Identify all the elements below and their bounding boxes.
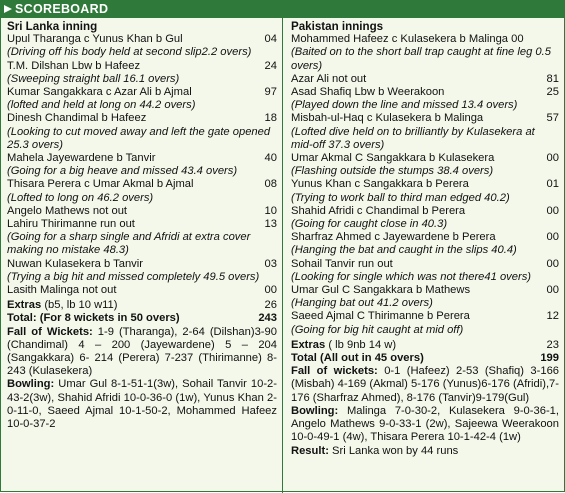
batsman-dismissal: Dinesh Chandimal b Hafeez <box>7 112 147 125</box>
batsman-runs: 00 <box>546 284 559 297</box>
batsman-dismissal: Sohail Tanvir run out <box>291 257 393 270</box>
dismissal-note: (Going for a sharp single and Afridi at extra cover making no mistake 48.3) <box>7 231 251 257</box>
innings-title: Pakistan innings <box>291 20 384 33</box>
batsman-row <box>7 33 277 46</box>
batsman-row <box>7 284 277 297</box>
batsman-runs: 18 <box>264 112 277 125</box>
batsman-row <box>291 178 559 191</box>
batsman-runs <box>535 33 559 46</box>
bowling-text: Umar Gul 8-1-51-1(3w), Sohail Tanvir 10-2-43-2(3w), Shahid Afridi 10-0-36-0 (1w), Yunus Khan 2-0-11-0, Saeed Ajmal 10-1-50-2, Mohammed Hafeez 10-0-37-2 <box>7 378 277 431</box>
batsman-dismissal: Thisara Perera c Umar Akmal b Ajmal <box>7 178 194 191</box>
batsman-row <box>291 310 559 323</box>
bowling-text: Malinga 7-0-30-2, Kulasekera 9-0-36-1, Angelo Mathews 9-0-33-1 (2w), Sajeewa Weerakoon 10-0-49-1 (4w), Thisara Perera 10-1-42-4 (1w) <box>291 404 560 444</box>
batsman-runs: 13 <box>264 218 277 231</box>
bowling-figures <box>291 405 559 445</box>
batsman-dismissal: Mohammed Hafeez c Kulasekera b Malinga 00 <box>291 33 524 46</box>
batsman-dismissal: T.M. Dilshan Lbw b Hafeez <box>7 59 141 72</box>
batsman-row <box>7 152 277 165</box>
batsman-row <box>7 218 277 231</box>
batsman-dismissal: Angelo Mathews not out <box>7 204 128 217</box>
batsman-dismissal: Saeed Ajmal C Thirimanne b Perera <box>291 310 470 323</box>
dismissal-note: (Lofted to long on 46.2 overs) <box>7 191 154 204</box>
dismissal-note: (Driving off his body held at second slip2.2 overs) <box>7 46 252 59</box>
bowling-label: Bowling: <box>7 378 55 391</box>
total-label: Total <box>291 352 317 365</box>
batsman-runs: 12 <box>546 310 559 323</box>
batsman-row <box>291 231 559 244</box>
batsman-row <box>7 258 277 271</box>
batsman-dismissal: Azar Ali not out <box>291 72 367 85</box>
innings-title: Sri Lanka inning <box>7 20 98 33</box>
batsman-runs: 57 <box>546 112 559 125</box>
scoreboard-title: SCOREBOARD <box>15 2 109 16</box>
batsman-dismissal: Shahid Afridi c Chandimal b Perera <box>291 204 466 217</box>
batsman-row <box>291 73 559 86</box>
total-row <box>291 352 559 365</box>
total-detail: (All out in 45 overs) <box>320 352 424 365</box>
batsman-row <box>7 86 277 99</box>
extras-detail: (b5, lb 10 w11) <box>44 299 118 312</box>
dismissal-note: (Hanging bat out 41.2 overs) <box>291 297 433 310</box>
batsman-dismissal: Misbah-ul-Haq c Kulasekera b Malinga <box>291 112 484 125</box>
dismissal-note: (Sweeping straight ball 16.1 overs) <box>7 72 180 85</box>
batsman-runs: 08 <box>264 178 277 191</box>
batsman-runs: 40 <box>264 152 277 165</box>
scoreboard-header <box>1 1 565 18</box>
dismissal-note: (lofted and held at long on 44.2 overs) <box>7 99 196 112</box>
fall-of-wickets <box>7 326 277 379</box>
dismissal-note: (Looking for single which was not there41 overs) <box>291 270 532 283</box>
result-text: Sri Lanka won by 44 runs <box>332 444 459 457</box>
batsman-row <box>291 33 559 46</box>
fall-label: Fall of Wickets: <box>7 325 93 338</box>
batsman-runs: 04 <box>264 33 277 46</box>
batting-list <box>291 33 559 337</box>
pakistan-innings <box>291 20 559 458</box>
column-divider <box>282 18 283 493</box>
dismissal-note: (Going for big hit caught at mid off) <box>291 323 464 336</box>
dismissal-note: (Baited on to the short ball trap caught at fine leg 0.5 overs) <box>291 46 551 72</box>
triangle-bullet-icon <box>4 5 12 13</box>
dismissal-note: (Hanging the bat and caught in the slips 40.4) <box>291 244 517 257</box>
batsman-dismissal: Asad Shafiq Lbw b Weerakoon <box>291 86 445 99</box>
total-row <box>7 312 277 325</box>
bowling-figures <box>7 378 277 431</box>
batsman-dismissal: Nuwan Kulasekera b Tanvir <box>7 257 143 270</box>
result-label: Result: <box>291 444 329 457</box>
dismissal-note: (Going for a big heave and missed 43.4 overs) <box>7 165 238 178</box>
batsman-dismissal: Lahiru Thirimanne run out <box>7 218 135 231</box>
fall-of-wickets <box>291 365 559 405</box>
batsman-row <box>291 86 559 99</box>
batsman-dismissal: Lasith Malinga not out <box>7 284 117 297</box>
batsman-runs: 03 <box>264 257 277 270</box>
batsman-dismissal: Kumar Sangakkara c Azar Ali b Ajmal <box>7 86 192 99</box>
fall-text: 0-1 (Hafeez) 2-53 (Shafiq) 3-166 (Misbah) 4-169 (Akmal) 5-176 (Yunus)6-176 (Afridi),7-176 (Sharfraz Ahmed), 8-176 (Tanvir)9-179(Gul) <box>291 365 560 404</box>
batsman-runs: 00 <box>546 257 559 270</box>
batsman-dismissal: Umar Akmal C Sangakkara b Kulasekera <box>291 152 495 165</box>
batsman-row <box>7 60 277 73</box>
batsman-runs: 00 <box>264 284 277 297</box>
batsman-runs: 25 <box>546 86 559 99</box>
dismissal-note: (Looking to cut moved away and left the gate opened 25.3 overs) <box>7 125 271 151</box>
batsman-runs: 24 <box>264 59 277 72</box>
batsman-runs: 00 <box>546 231 559 244</box>
bowling-label: Bowling: <box>291 404 339 417</box>
extras-value: 26 <box>264 299 277 312</box>
batsman-row <box>7 205 277 218</box>
dismissal-note: (Flashing outside the stumps 38.4 overs) <box>291 165 494 178</box>
batsman-runs: 01 <box>546 178 559 191</box>
fall-label: Fall of wickets: <box>291 365 378 378</box>
dismissal-note: (Trying to work ball to third man edged 40.2) <box>291 191 510 204</box>
extras-label: Extras <box>7 299 42 312</box>
batsman-row <box>7 178 277 191</box>
batsman-runs: 00 <box>546 152 559 165</box>
batsman-runs: 81 <box>546 72 559 85</box>
fall-text: 1-9 (Tharanga), 2-64 (Dilshan)3-90 (Chandimal) 4 – 200 (Jayewardene) 5 – 204 (Sangakkara) 6- 214 (Perera) 7-237 (Thirimanne) 8-243 (Kulasekera) <box>7 325 277 378</box>
batsman-runs: 10 <box>264 204 277 217</box>
batsman-dismissal: Sharfraz Ahmed c Jayewardene b Perera <box>291 231 496 244</box>
batsman-dismissal: Upul Tharanga c Yunus Khan b Gul <box>7 33 183 46</box>
dismissal-note: (Trying a big hit and missed completely 49.5 overs) <box>7 270 260 283</box>
batsman-row <box>291 258 559 271</box>
batsman-row <box>291 112 559 125</box>
total-value: 199 <box>540 352 559 365</box>
batsman-dismissal: Yunus Khan c Sangakkara b Perera <box>291 178 469 191</box>
extras-row <box>7 299 277 312</box>
extras-row <box>291 339 559 352</box>
total-detail: (For 8 wickets in 50 overs) <box>39 312 180 325</box>
extras-value: 23 <box>546 338 559 351</box>
batsman-runs: 97 <box>264 86 277 99</box>
batsman-row <box>7 112 277 125</box>
total-label: Total: <box>7 312 37 325</box>
batsman-row <box>291 284 559 297</box>
batsman-row <box>291 152 559 165</box>
match-result <box>291 445 559 458</box>
batting-list <box>7 33 277 297</box>
extras-detail: ( lb 9nb 14 w) <box>328 338 397 351</box>
dismissal-note: (Going for caught close in 40.3) <box>291 218 448 231</box>
sri-lanka-innings <box>7 20 277 431</box>
total-value: 243 <box>258 312 277 325</box>
batsman-dismissal: Umar Gul C Sangakkara b Mathews <box>291 284 471 297</box>
batsman-row <box>291 205 559 218</box>
extras-label: Extras <box>291 338 326 351</box>
batsman-runs: 00 <box>546 204 559 217</box>
batsman-dismissal: Mahela Jayewardene b Tanvir <box>7 152 156 165</box>
dismissal-note: (Lofted dive held on to brilliantly by Kulasekera at mid-off 37.3 overs) <box>291 125 535 151</box>
dismissal-note: (Played down the line and missed 13.4 overs) <box>291 99 518 112</box>
